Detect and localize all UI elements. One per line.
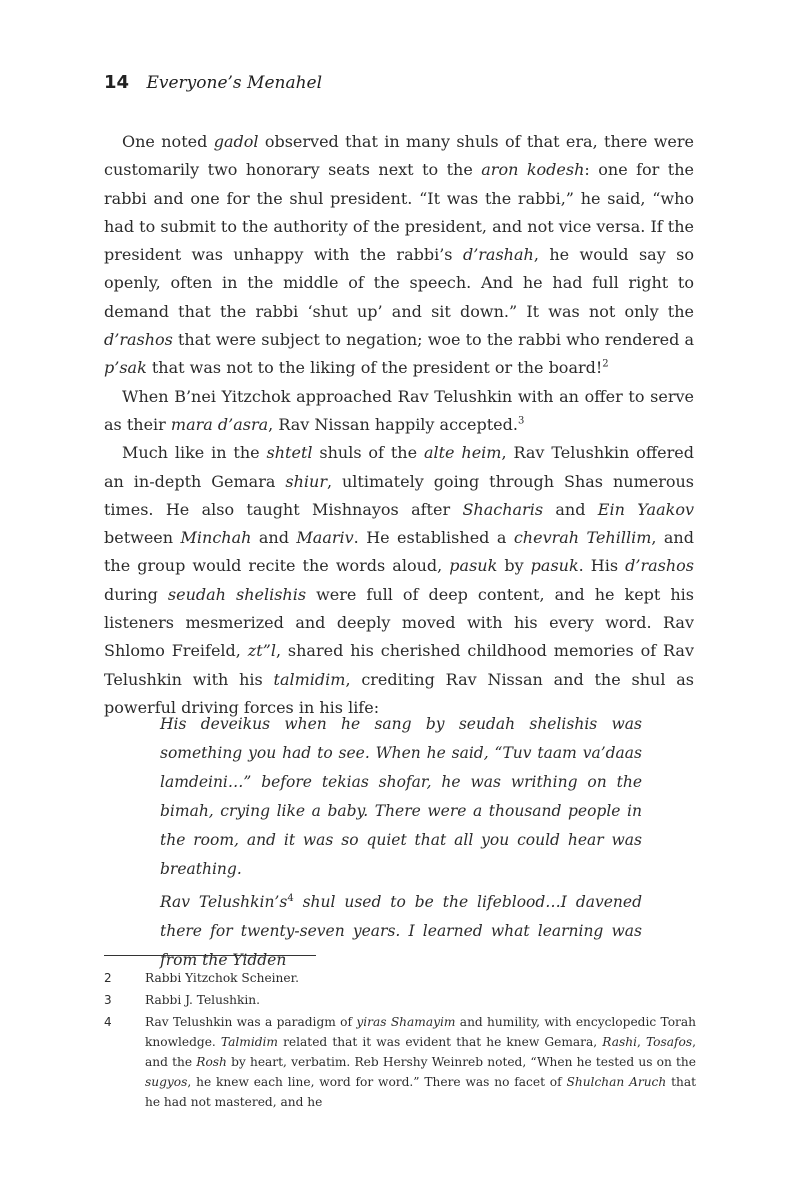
italic-run: mara d’asra	[170, 414, 269, 434]
italic-run: seudah shelishis	[167, 584, 307, 604]
italic-run: shiur	[285, 471, 327, 491]
italic-run: Ein Yaakov	[597, 499, 695, 519]
italic-run: yiras Shamayim	[356, 1015, 456, 1029]
italic-run: alte heim	[423, 443, 502, 463]
paragraph: When B’nei Yitzchok approached Rav Telushkin with an offer to serve as their mara d’asra, Rav Nissan happily accepted.$^3$	[104, 386, 694, 434]
footnote-number: 2	[104, 971, 112, 985]
footnote-ref: 3	[517, 415, 525, 427]
italic-run: chevrah Tehillim	[513, 528, 652, 548]
italic-run: Tosafos	[645, 1035, 693, 1049]
footnote-number: 4	[104, 1015, 112, 1029]
running-header	[104, 72, 322, 93]
paragraph: One noted gadol observed that in many shuls of that era, there were customarily two honorary seats next to the aron kodesh: one for the rabbi and one for the shul president. “It was the rabbi,” he said, “who had to submit to the authority of the president, and not vice versa. If the president was unhappy with the rabbi’s d’rashah, he would say so openly, often in the middle of the speech. And he had full right to demand that the rabbi ‘shut up’ and sit down.” It was not only the d’rashos that were subject to negation; woe to the rabbi who rendered a p’sak that was not to the liking of the president or the board!$^2$	[104, 132, 695, 378]
footnote-text: Rabbi J. Telushkin.	[145, 993, 261, 1007]
italic-run: Maariv	[296, 528, 354, 548]
italic-run: pasuk	[449, 556, 498, 576]
footnote	[104, 968, 696, 988]
main-text	[104, 128, 694, 722]
italic-run: pasuk	[530, 556, 579, 576]
italic-run: Shacharis	[462, 499, 544, 519]
footnote-divider	[104, 955, 316, 956]
italic-run: Rosh	[196, 1055, 227, 1069]
italic-run: d’rashos	[625, 556, 695, 576]
quote-paragraph: Rav $Telushkin’s^4$ shul used to be the lifeblood…I davened there for twenty-seven years. I learned what learning was from the Yidden	[160, 892, 642, 969]
footnote-number: 3	[104, 993, 112, 1007]
italic-run: Shulchan Aruch	[566, 1075, 667, 1089]
italic-run: zt”l	[247, 641, 276, 661]
footnote-ref: 2	[602, 359, 609, 371]
italic-run: d’rashos	[104, 330, 173, 350]
footnote	[104, 990, 696, 1010]
footnote-ref: 4	[287, 892, 294, 904]
italic-run: d’rashah	[462, 245, 534, 265]
footnotes	[104, 968, 696, 1114]
italic-run: talmidim	[273, 669, 346, 689]
block-quote	[160, 710, 642, 975]
italic-run: sugyos	[145, 1075, 188, 1089]
footnote	[104, 1012, 696, 1112]
footnote-text: Rabbi Yitzchok Scheiner.	[145, 971, 299, 985]
footnote-text: Rav Telushkin was a paradigm of yiras Shamayim and humility, with encyclopedic Torah knowledge. Talmidim related that it was evident that he knew Gemara, Rashi, Tosafos, and the Rosh by heart, verbatim. Reb Hershy Weinreb noted, “When he tested us on the sugyos, he knew each line, word for word.” There was no facet of Shulchan Aruch that he had not mastered, and he	[145, 1015, 697, 1109]
italic-run: Talmidim	[220, 1035, 278, 1049]
italic-run: shtetl	[266, 443, 313, 463]
page-number: 14	[104, 72, 130, 93]
italic-run: Minchah	[180, 528, 252, 548]
italic-run: gadol	[213, 132, 259, 151]
italic-run: p’sak	[104, 358, 147, 378]
running-title: Everyone’s Menahel	[146, 73, 323, 93]
paragraph: Much like in the shtetl shuls of the alte heim, Rav Telushkin offered an in-depth Gemara shiur, ultimately going through Shas numerous times. He also taught Mishnayos after Shacharis and Ein Yaakov between Minchah and Maariv. He established a chevrah Tehillim, and the group would recite the words aloud, pasuk by pasuk. His d’rashos during seudah shelishis were full of deep content, and he kept his listeners mesmerized and deeply moved with his every word. Rav Shlomo Freifeld, zt”l, shared his cherished childhood memories of Rav Telushkin with his talmidim, crediting Rav Nissan and the shul as powerful driving forces in his life:	[104, 443, 695, 717]
quote-paragraph: His deveikus when he sang by seudah shelishis was something you had to see. When he said, “Tuv taam va’daas lamdeini…” before tekias shofar, he was writhing on the bimah, crying like a baby. There were a thousand people in the room, and it was so quiet that all you could hear was breathing.	[160, 715, 642, 878]
italic-run: aron kodesh	[481, 160, 585, 180]
italic-run: Rashi	[602, 1035, 637, 1049]
